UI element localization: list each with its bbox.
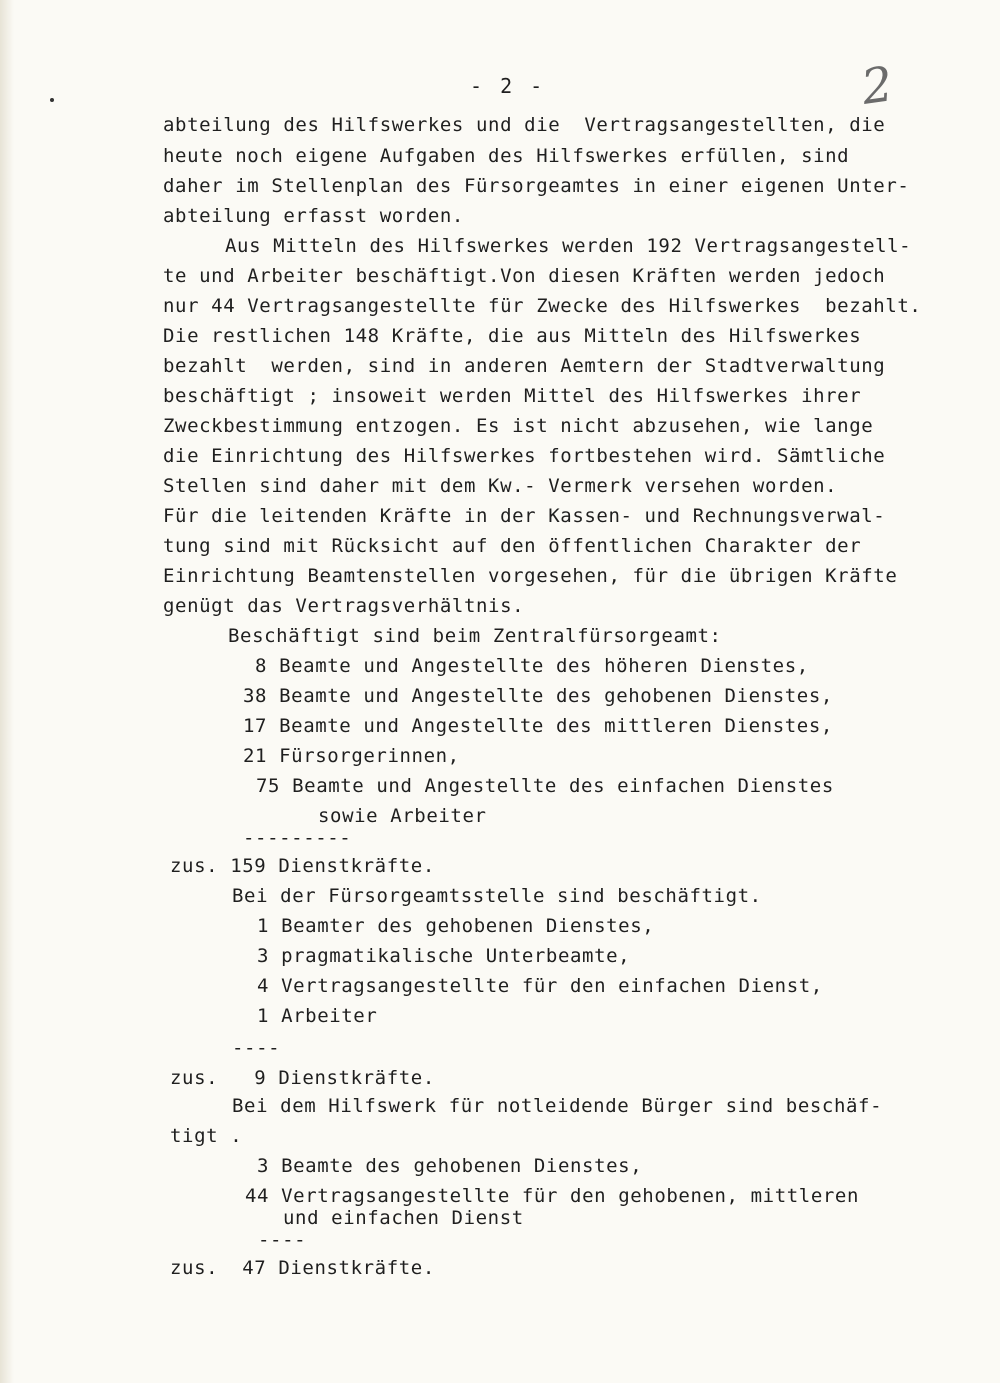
staff-item: 1 Beamter des gehobenen Dienstes, [257, 915, 655, 937]
staff-item: 1 Arbeiter [257, 1005, 378, 1027]
sum-total-relief: zus. 47 Dienstkräfte. [170, 1257, 435, 1279]
handwritten-page-mark: 2 [858, 56, 897, 116]
text-line-4: abteilung erfasst worden. [163, 205, 464, 227]
text-line-11: Zweckbestimmung entzogen. Es ist nicht abzusehen, wie lange [163, 415, 874, 437]
text-line-8: Die restlichen 148 Kräfte, die aus Mitteln des Hilfswerkes [163, 325, 862, 347]
staff-item: 3 Beamte des gehobenen Dienstes, [257, 1155, 643, 1177]
staff-item-continuation: und einfachen Dienst [283, 1207, 524, 1229]
text-line-15: tung sind mit Rücksicht auf den öffentlichen Charakter der [163, 535, 862, 557]
staff-heading-relief-cont: tigt . [170, 1125, 243, 1147]
text-line-10: beschäftigt ; insoweit werden Mittel des Hilfswerkes ihrer [163, 385, 862, 407]
staff-heading-office: Bei der Fürsorgeamtsstelle sind beschäftigt. [232, 885, 762, 907]
text-line-13: Stellen sind daher mit dem Kw.- Vermerk versehen worden. [163, 475, 838, 497]
sum-total-central: zus. 159 Dienstkräfte. [170, 855, 435, 877]
page-edge [0, 0, 14, 1383]
staff-item: 8 Beamte und Angestellte des höheren Dienstes, [255, 655, 809, 677]
sum-divider: --------- [243, 827, 352, 849]
staff-heading-central: Beschäftigt sind beim Zentralfürsorgeamt: [228, 625, 722, 647]
staff-item: 17 Beamte und Angestellte des mittleren Dienstes, [243, 715, 833, 737]
margin-dot [50, 98, 54, 102]
text-line-5: Aus Mitteln des Hilfswerkes werden 192 Vertragsangestell- [225, 235, 912, 257]
text-line-3: daher im Stellenplan des Fürsorgeamtes in einer eigenen Unter- [163, 175, 910, 197]
text-line-6: te und Arbeiter beschäftigt.Von diesen Kräften werden jedoch [163, 265, 886, 287]
staff-item: 38 Beamte und Angestellte des gehobenen Dienstes, [243, 685, 833, 707]
staff-item-continuation: sowie Arbeiter [318, 805, 487, 827]
staff-item: 75 Beamte und Angestellte des einfachen Dienstes [256, 775, 834, 797]
staff-heading-relief: Bei dem Hilfswerk für notleidende Bürger sind beschäf- [232, 1095, 883, 1117]
text-line-2: heute noch eigene Aufgaben des Hilfswerkes erfüllen, sind [163, 145, 850, 167]
sum-divider: ---- [232, 1037, 281, 1059]
text-line-12: die Einrichtung des Hilfswerkes fortbestehen wird. Sämtliche [163, 445, 886, 467]
sum-divider: ---- [258, 1229, 307, 1251]
text-line-17: genügt das Vertragsverhältnis. [163, 595, 525, 617]
text-line-9: bezahlt werden, sind in anderen Aemtern der Stadtverwaltung [163, 355, 886, 377]
text-line-7: nur 44 Vertragsangestellte für Zwecke des Hilfswerkes bezahlt. [163, 295, 922, 317]
page-number: - 2 - [470, 74, 546, 98]
staff-item: 3 pragmatikalische Unterbeamte, [257, 945, 631, 967]
staff-item: 4 Vertragsangestellte für den einfachen Dienst, [257, 975, 823, 997]
sum-total-office: zus. 9 Dienstkräfte. [170, 1067, 435, 1089]
text-line-16: Einrichtung Beamtenstellen vorgesehen, für die übrigen Kräfte [163, 565, 898, 587]
staff-item: 44 Vertragsangestellte für den gehobenen, mittleren [245, 1185, 859, 1207]
staff-item: 21 Fürsorgerinnen, [243, 745, 460, 767]
text-line-1: abteilung des Hilfswerkes und die Vertragsangestellten, die [163, 114, 886, 136]
text-line-14: Für die leitenden Kräfte in der Kassen- und Rechnungsverwal- [163, 505, 886, 527]
